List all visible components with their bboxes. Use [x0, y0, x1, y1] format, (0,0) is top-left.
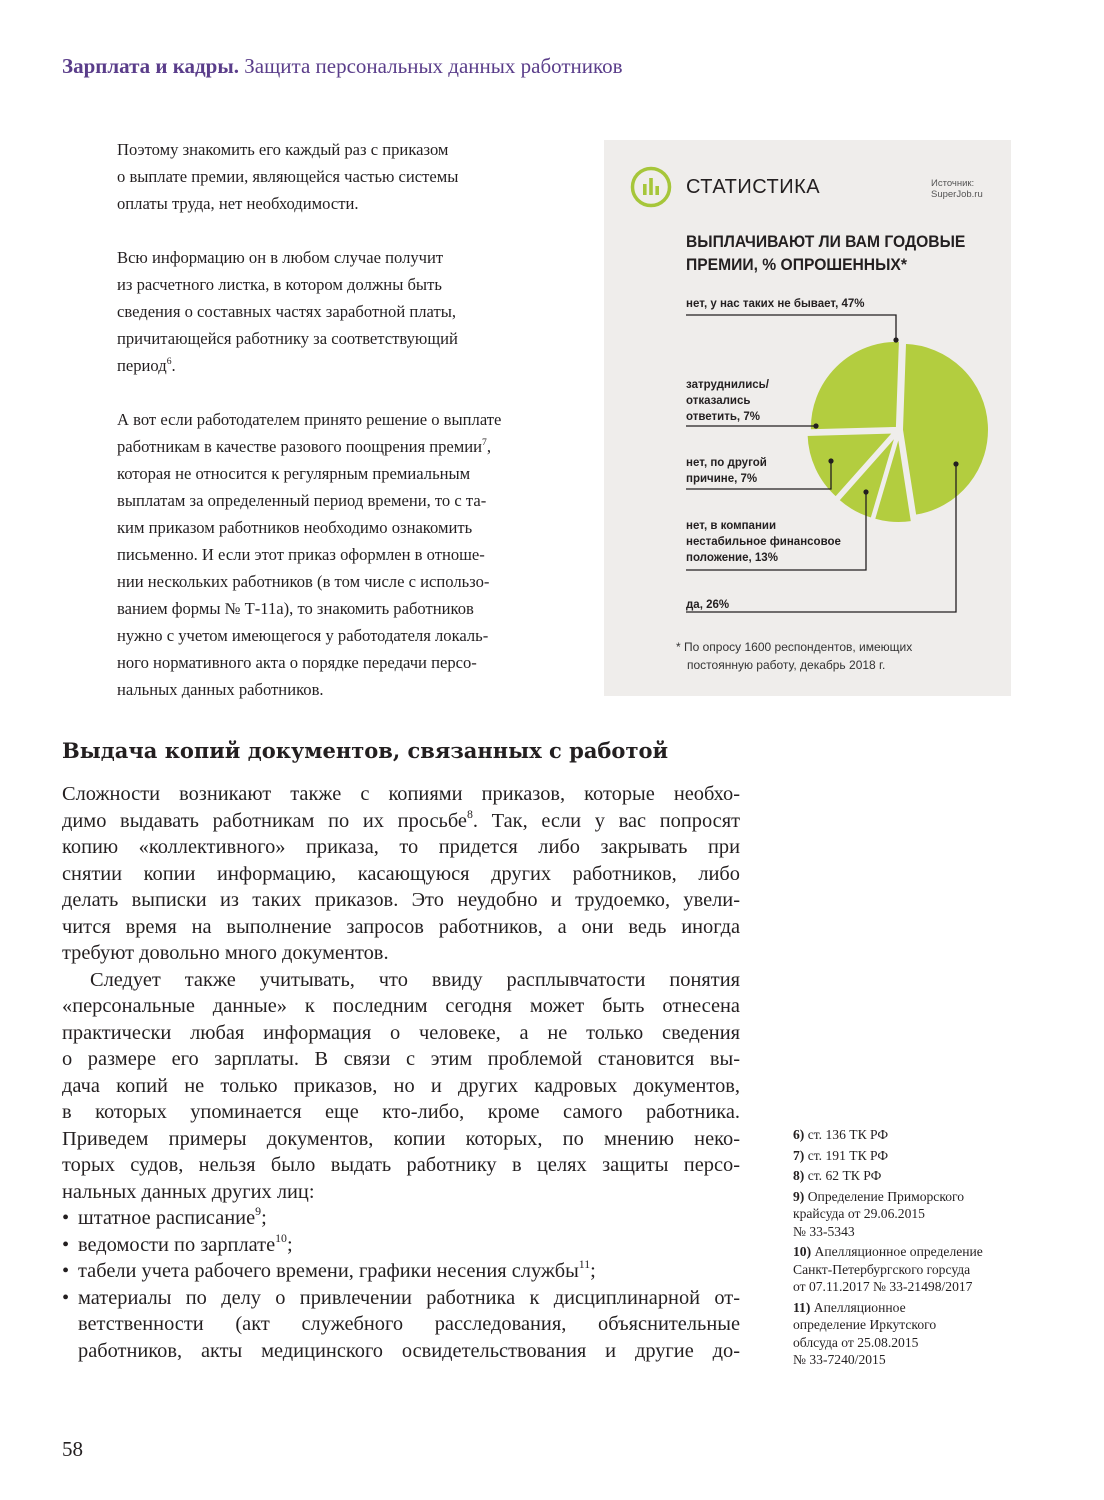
footnote-text: ст. 191 ТК РФ: [807, 1147, 889, 1163]
text-line: [62, 808, 740, 835]
footnote-text: ст. 62 ТК РФ: [807, 1168, 882, 1183]
text-line: в которых упоминается еще кто-либо, кроме самого работника.: [62, 1101, 740, 1123]
lead-paragraph-1: [117, 136, 567, 217]
label-line: причине, 7%: [686, 473, 758, 485]
text-fragment: ,: [486, 437, 492, 456]
source-label: Источник:: [931, 178, 975, 189]
text-line: выплатам за определенный период времени, то с та-: [117, 491, 487, 510]
footnote-ref-7[interactable]: 7: [482, 436, 487, 448]
footnote-text: Апелляционное: [813, 1299, 906, 1315]
leader-dot: [863, 489, 868, 494]
lead-paragraph-2: [117, 244, 567, 379]
footnote-ref-9[interactable]: 9: [255, 1204, 262, 1219]
pie-chart: [604, 140, 1011, 696]
text-line: [117, 433, 567, 460]
label-line: нет, по другой: [686, 457, 767, 469]
footnote-line: определение Иркутского: [793, 1317, 937, 1332]
label-line: отказались: [686, 395, 751, 407]
footnote-9: [793, 1188, 1038, 1241]
note-line: * По опросу 1600 респондентов, имеющих: [676, 640, 913, 654]
footnote-10: [793, 1243, 1038, 1296]
footnote-number: 9): [793, 1188, 805, 1204]
text-line: снятии копии информацию, касающуюся других работников, либо: [62, 862, 740, 885]
footnote-line: № 33-5343: [793, 1223, 855, 1239]
label-line: да, 26%: [686, 599, 730, 611]
text-line: Следует также учитывать, что ввиду расплывчатости понятия: [90, 968, 740, 991]
text-line: Поэтому знакомить его каждый раз с приказом: [117, 140, 449, 159]
page-number: 58: [62, 1437, 83, 1461]
footnote-6: [793, 1126, 1038, 1144]
text-line: письменно. И если этот приказ оформлен в отноше-: [117, 545, 485, 564]
chart-title: ВЫПЛАЧИВАЮТ ЛИ ВАМ ГОДОВЫЕ ПРЕМИИ, % ОПРОШЕННЫХ*: [686, 232, 966, 274]
label-line: ответить, 7%: [686, 411, 760, 423]
section-heading: Выдача копий документов, связанных с работой: [62, 738, 669, 763]
text-line: дача копий не только приказов, но и других кадровых документов,: [62, 1074, 740, 1097]
leader-line: [686, 315, 896, 340]
text-fragment: табели учета рабочего времени, графики несения службы: [78, 1260, 579, 1282]
footnote-line: облсуда от 25.08.2015: [793, 1334, 919, 1350]
footnote-ref-8[interactable]: 8: [466, 807, 473, 821]
lead-column: [117, 136, 567, 703]
footnote-number: 7): [793, 1147, 805, 1163]
text-line: сведения о составных частях заработной платы,: [117, 302, 457, 321]
text-line: работников, акты медицинского освидетельствования и другие до-: [78, 1339, 740, 1362]
text-line: ванием формы № Т-11а), то знакомить работников: [117, 599, 474, 618]
body-text: [62, 781, 740, 1364]
label-line: положение, 13%: [686, 552, 778, 564]
text-line: «персональные данные» к последним сегодня может быть отнесена: [62, 995, 740, 1017]
text-line: о выплате премии, являющейся частью системы: [117, 167, 459, 186]
text-line: Сложности возникают также с копиями приказов, которые необхо-: [62, 783, 740, 805]
footnote-number: 10): [793, 1244, 812, 1259]
list-item: [62, 1205, 740, 1232]
statistics-title: СТАТИСТИКА: [686, 176, 821, 198]
footnote-text: Определение Приморского: [807, 1188, 965, 1204]
footnote-ref-10[interactable]: 10: [275, 1230, 287, 1245]
text-line: торых судов, нельзя было выдать работнику в целях защиты персо-: [62, 1154, 740, 1176]
text-line: копию «коллективного» приказа, то придется либо закрывать при: [62, 836, 740, 858]
list-item: • материалы по делу о привлечении работника к дисциплинарной от-: [62, 1285, 740, 1312]
footnote-line: [793, 1299, 1038, 1317]
chart-label-unstable-finances: [686, 518, 841, 566]
footnote-ref-6[interactable]: 6: [166, 355, 172, 367]
footnote-11: [793, 1299, 1038, 1369]
text-fragment: ;: [286, 1233, 293, 1256]
footnote-ref-11[interactable]: 11: [578, 1257, 591, 1272]
text-line: ким приказом работников необходимо ознакомить: [117, 518, 473, 537]
running-head: [62, 54, 623, 79]
text-line: Приведем примеры документов, копии которых, по мнению неко-: [62, 1127, 740, 1150]
footnote-line: № 33-7240/2015: [793, 1352, 886, 1367]
list-item: [62, 1232, 740, 1259]
footnote-line: [793, 1188, 1038, 1206]
text-fragment: . Так, если у вас попросят: [472, 809, 740, 832]
footnote-7: [793, 1147, 1038, 1165]
text-line: нальных данных работников.: [117, 680, 324, 699]
source-value: SuperJob.ru: [931, 189, 983, 200]
footnote-line: Санкт-Петербургского горсуда: [793, 1261, 971, 1277]
chart-label-other-reason: [686, 455, 767, 487]
text-line: которая не относится к регулярным премиальным: [117, 464, 471, 483]
label-line: нет, в компании: [686, 520, 777, 532]
chart-label-yes: [686, 597, 729, 613]
text-fragment: димо выдавать работникам по их просьбе: [62, 809, 467, 832]
text-fragment: ;: [261, 1207, 267, 1229]
text-line: нужно с учетом имеющегося у работодателя локаль-: [117, 626, 489, 645]
text-line: чится время на выполнение запросов работников, а они ведь иногда: [62, 915, 740, 938]
footnote-8: [793, 1167, 1038, 1185]
text-line: делать выписки из таких приказов. Это неудобно и трудоемко, увели-: [62, 889, 740, 911]
running-head-section: Зарплата и кадры.: [62, 54, 240, 78]
text-line: практически любая информация о человеке, а не только сведения: [62, 1021, 740, 1044]
footnote-text: Апелляционное определение: [814, 1244, 983, 1259]
running-head-title: Защита персональных данных работников: [244, 54, 623, 78]
text-line: причитающейся работнику за соответствующий: [117, 329, 458, 348]
text-line: о размере его зарплаты. В связи с этим проблемой становится вы-: [62, 1048, 740, 1070]
footnote-line: [793, 1243, 1038, 1261]
text-line: Всю информацию он в любом случае получит: [117, 248, 444, 267]
footnote-line: от 07.11.2017 № 33-21498/2017: [793, 1279, 973, 1294]
footnote-number: 8): [793, 1168, 805, 1183]
footnote-text: ст. 136 ТК РФ: [807, 1127, 889, 1142]
pie-slice-yes: [810, 341, 900, 430]
statistics-box: [604, 140, 1011, 696]
text-fragment: период: [117, 356, 167, 375]
label-line: затруднились/: [686, 379, 769, 391]
list-item: [62, 1258, 740, 1285]
label-line: нестабильное финансовое: [686, 536, 841, 548]
leader-dot: [893, 337, 898, 342]
text-line: ветственности (акт служебного расследования, объяснительные: [78, 1313, 740, 1335]
text-line: оплаты труда, нет необходимости.: [117, 194, 359, 213]
text-fragment: ведомости по зарплате: [78, 1233, 276, 1256]
leader-dot: [813, 423, 818, 428]
pie-slice-no-bonus: [902, 343, 989, 516]
footnote-number: 11): [793, 1299, 811, 1315]
leader-dot: [953, 461, 958, 466]
text-fragment: штатное расписание: [78, 1207, 256, 1229]
text-line: требуют довольно много документов.: [62, 942, 389, 964]
text-fragment: .: [171, 356, 176, 375]
footnote-line: крайсуда от 29.06.2015: [793, 1206, 925, 1221]
footnote-number: 6): [793, 1127, 805, 1142]
text-line: [117, 352, 567, 379]
chart-label-hard-to-say: [686, 377, 769, 425]
leader-dot: [828, 458, 833, 463]
text-line: ного нормативного акта о порядке передачи персо-: [117, 653, 477, 672]
chart-label-no-bonus: [686, 296, 865, 312]
note-line: постоянную работу, декабрь 2018 г.: [687, 658, 886, 672]
lead-paragraph-3: [117, 406, 567, 703]
text-line: нальных данных других лиц:: [62, 1180, 315, 1203]
chart-footnote: [676, 638, 912, 674]
text-fragment: ;: [590, 1260, 596, 1282]
text-fragment: работникам в качестве разового поощрения премии: [117, 437, 483, 456]
text-line: А вот если работодателем принято решение о выплате: [117, 410, 502, 429]
footnotes: [793, 1126, 1038, 1372]
text-line: нии нескольких работников (в том числе с использо-: [117, 572, 490, 591]
text-line: из расчетного листка, в котором должны быть: [117, 275, 442, 294]
label-line: нет, у нас таких не бывает, 47%: [686, 298, 865, 310]
